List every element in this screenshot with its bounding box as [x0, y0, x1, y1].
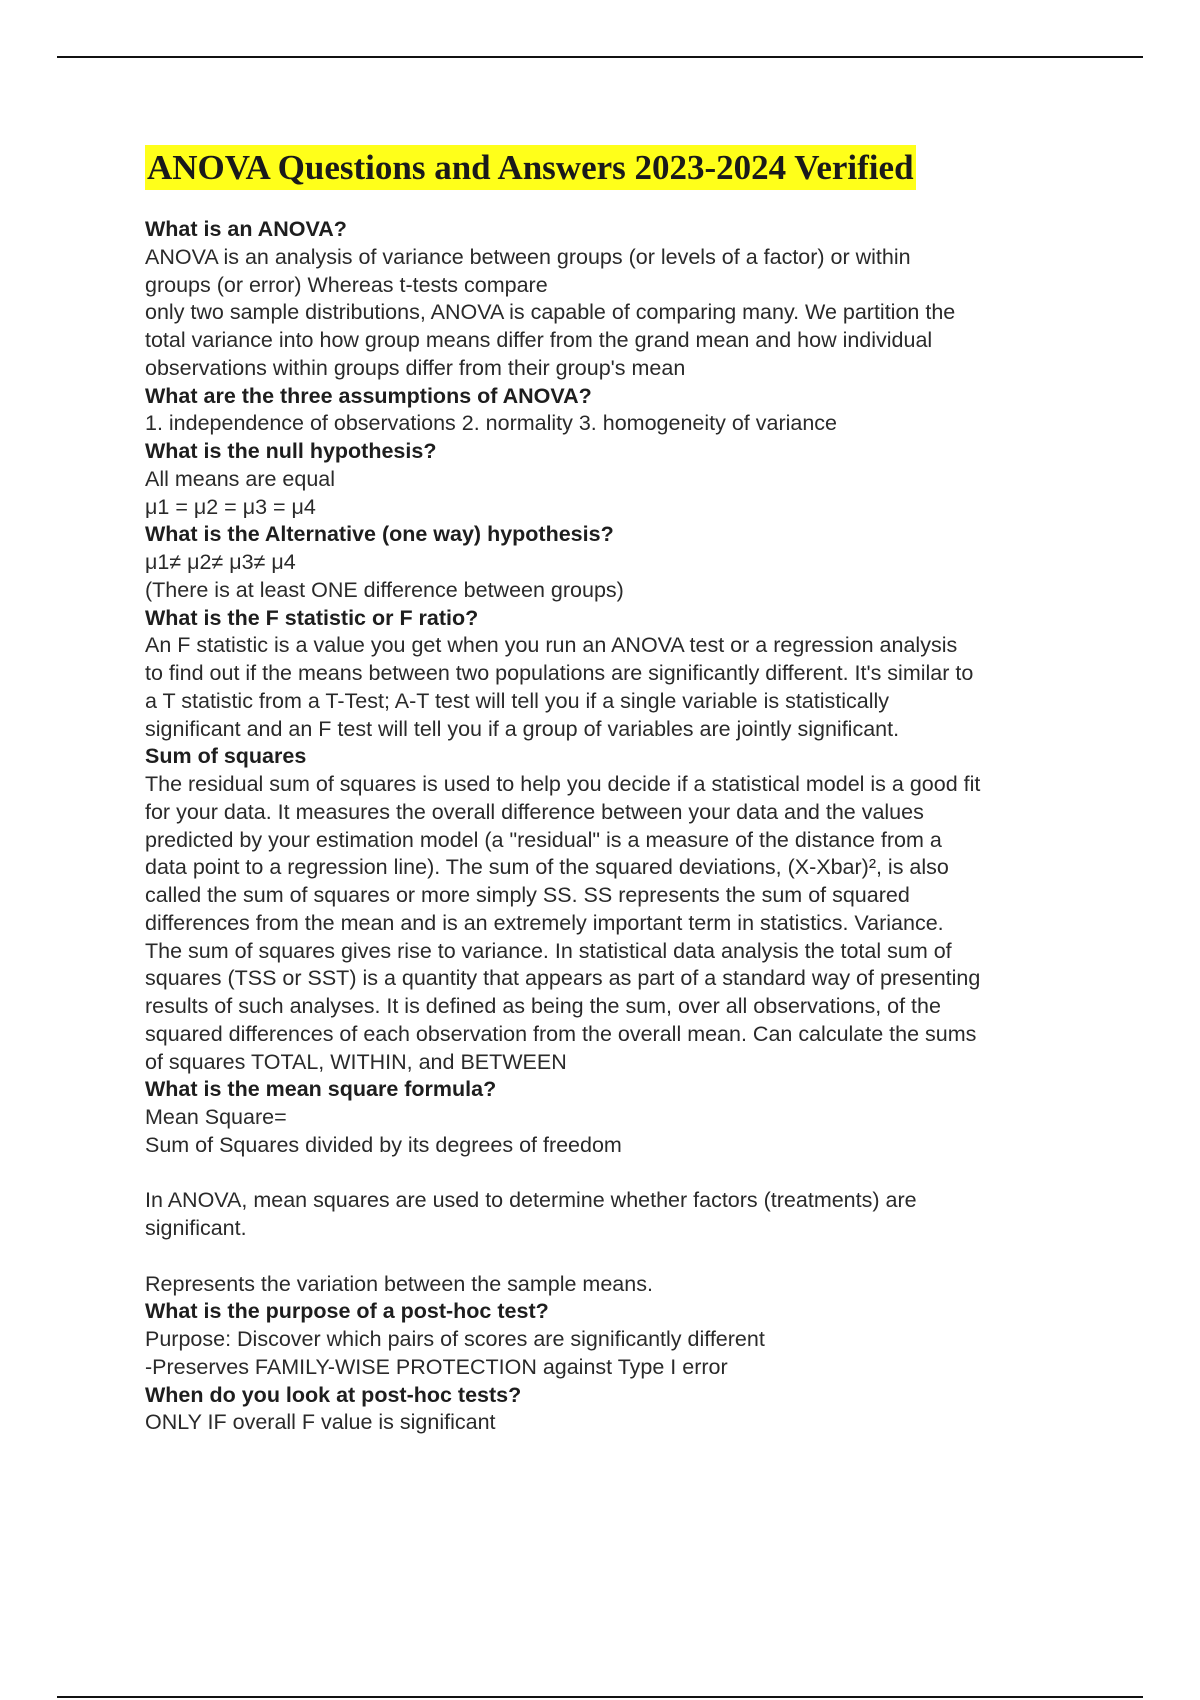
question-heading: When do you look at post-hoc tests?	[145, 1382, 522, 1407]
document-body	[145, 216, 1145, 1437]
answer-text: μ1≠ μ2≠ μ3≠ μ4	[145, 550, 296, 574]
question-heading: What is the mean square formula?	[145, 1077, 497, 1102]
answer-text: Represents the variation between the sample means.	[145, 1271, 653, 1296]
top-rule	[57, 56, 1143, 58]
answer-text: -Preserves FAMILY-WISE PROTECTION against Type I error	[145, 1354, 728, 1379]
answer-text: to find out if the means between two populations are significantly different. It's similar to	[145, 661, 974, 685]
answer-text: only two sample distributions, ANOVA is capable of comparing many. We partition the	[145, 300, 956, 325]
question-heading: What is the F statistic or F ratio?	[145, 605, 479, 630]
answer-text	[145, 1243, 1145, 1271]
answer-text: groups (or error) Whereas t-tests compare	[145, 272, 548, 297]
answer-text: predicted by your estimation model (a "residual" is a measure of the distance from a	[145, 827, 942, 852]
answer-text	[145, 1160, 1145, 1188]
question-heading: What is the Alternative (one way) hypothesis?	[145, 522, 614, 547]
answer-text: significant and an F test will tell you if a group of variables are jointly significant.	[145, 716, 900, 741]
answer-text: (There is at least ONE difference between groups)	[145, 577, 624, 602]
document-title: ANOVA Questions and Answers 2023-2024 Verified	[145, 145, 916, 190]
answer-text: total variance into how group means differ from the grand mean and how individual	[145, 328, 933, 352]
answer-text: In ANOVA, mean squares are used to determine whether factors (treatments) are	[145, 1188, 917, 1213]
answer-text: ONLY IF overall F value is significant	[145, 1410, 496, 1435]
answer-text: 1. independence of observations 2. normality 3. homogeneity of variance	[145, 411, 838, 436]
answer-text: differences from the mean and is an extremely important term in statistics. Variance.	[145, 910, 944, 935]
answer-text: for your data. It measures the overall difference between your data and the values	[145, 799, 924, 824]
answer-text: ANOVA is an analysis of variance between groups (or levels of a factor) or within	[145, 244, 911, 269]
answer-text: significant.	[145, 1216, 247, 1240]
bottom-rule	[57, 1696, 1143, 1698]
answer-text: data point to a regression line). The sum of the squared deviations, (X-Xbar)², is also	[145, 855, 949, 880]
answer-text: Sum of Squares divided by its degrees of freedom	[145, 1132, 622, 1157]
answer-text: The sum of squares gives rise to variance. In statistical data analysis the total sum of	[145, 938, 952, 963]
answer-text: squares (TSS or SST) is a quantity that appears as part of a standard way of presenting	[145, 966, 981, 991]
answer-text: An F statistic is a value you get when you run an ANOVA test or a regression analysis	[145, 633, 958, 658]
question-heading: What is the null hypothesis?	[145, 439, 437, 463]
answer-text: squared differences of each observation from the overall mean. Can calculate the sums	[145, 1021, 977, 1046]
answer-text: The residual sum of squares is used to help you decide if a statistical model is a good fit	[145, 772, 981, 796]
answer-text: a T statistic from a T-Test; A-T test will tell you if a single variable is statistically	[145, 688, 890, 713]
answer-text: Purpose: Discover which pairs of scores are significantly different	[145, 1327, 765, 1351]
answer-text: All means are equal	[145, 466, 336, 491]
question-heading: What is an ANOVA?	[145, 217, 347, 241]
answer-text: Mean Square=	[145, 1105, 287, 1129]
answer-text: called the sum of squares or more simply SS. SS represents the sum of squared	[145, 883, 910, 907]
answer-text: μ1 = μ2 = μ3 = μ4	[145, 494, 316, 519]
question-heading: What is the purpose of a post-hoc test?	[145, 1299, 549, 1324]
answer-text: observations within groups differ from their group's mean	[145, 355, 686, 380]
question-heading: What are the three assumptions of ANOVA?	[145, 383, 592, 408]
answer-text: of squares TOTAL, WITHIN, and BETWEEN	[145, 1049, 567, 1074]
answer-text: results of such analyses. It is defined as being the sum, over all observations, of the	[145, 994, 941, 1018]
question-heading: Sum of squares	[145, 744, 307, 769]
